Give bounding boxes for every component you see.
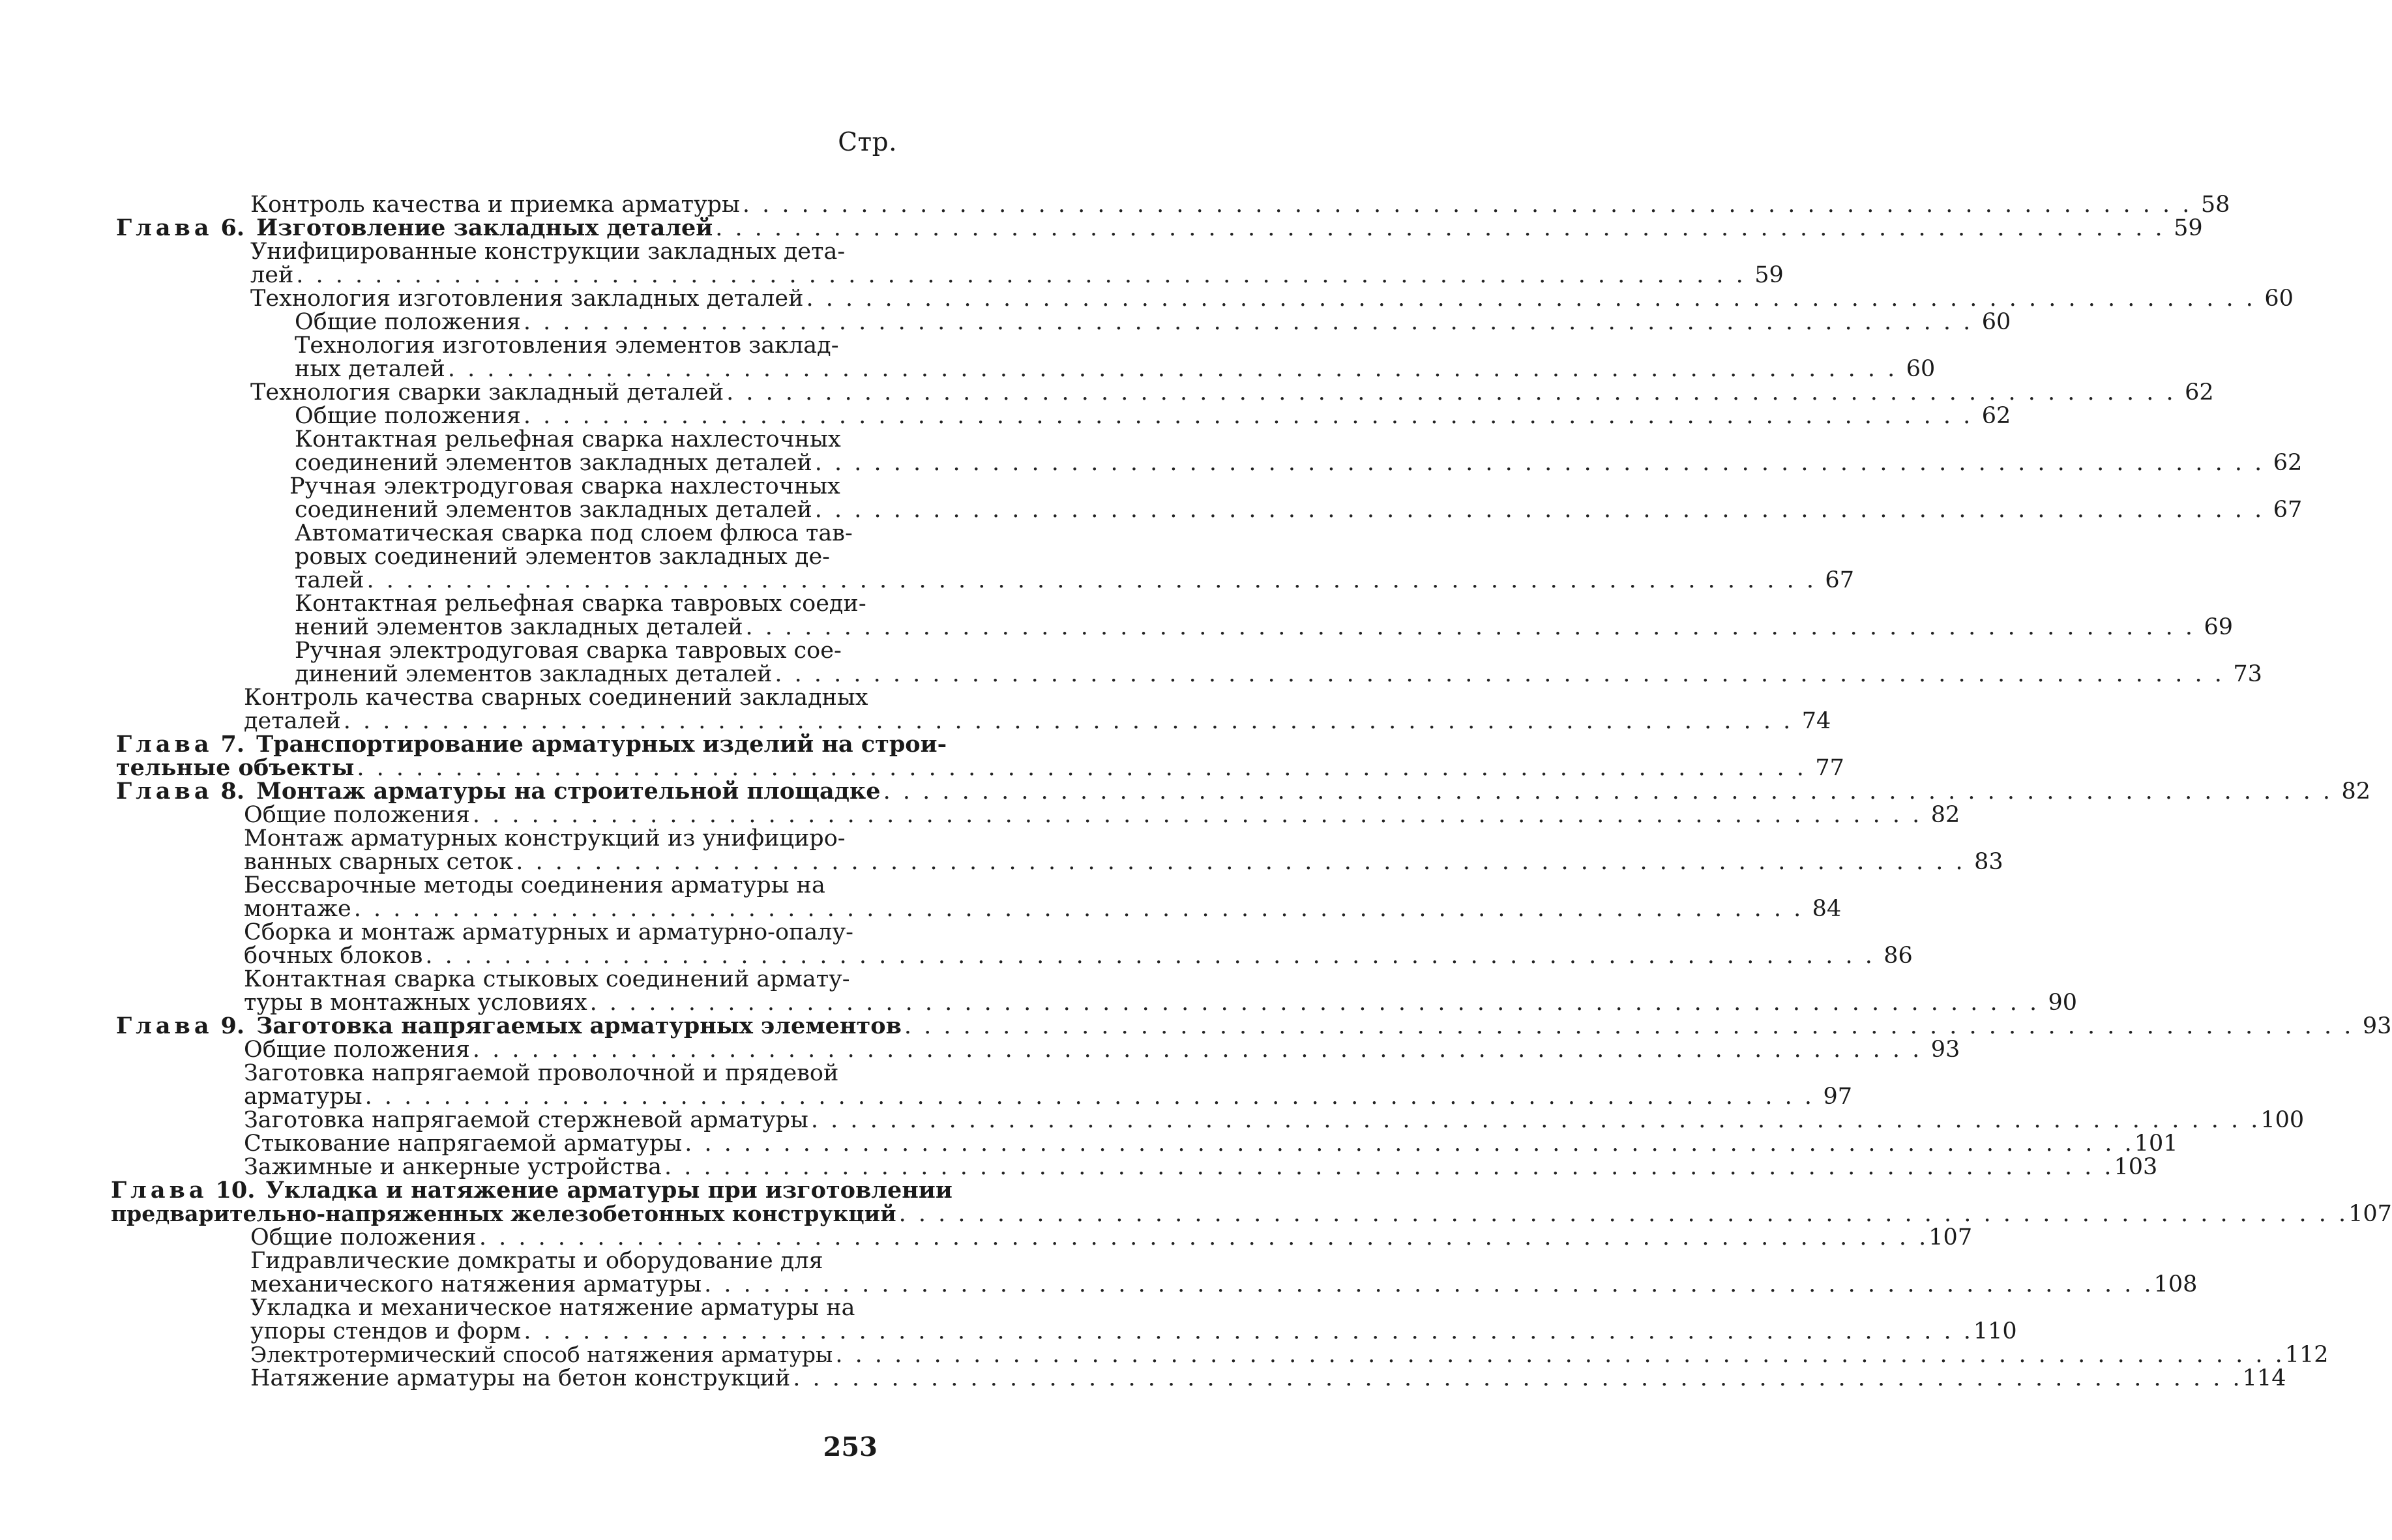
toc-title: Общие положения <box>250 1224 477 1251</box>
toc-line <box>250 1318 2017 1344</box>
toc-title: соединений элементов закладных деталей <box>295 450 812 476</box>
toc-line <box>250 1342 2329 1368</box>
toc-title: упоры стендов и форм <box>250 1318 522 1344</box>
toc-line <box>250 1365 2286 1391</box>
toc-title: Сборка и монтаж арматурных и арматурно-опалу- <box>244 919 853 945</box>
toc-title: механического натяжения арматуры <box>250 1271 702 1297</box>
toc-title: Электротермический способ натяжения арматуры <box>250 1342 833 1367</box>
chapter-number: 8. <box>220 778 245 805</box>
toc-line <box>295 544 831 570</box>
toc-line <box>289 473 840 499</box>
toc-line <box>250 1295 855 1321</box>
chapter-title: Заготовка напрягаемых арматурных элементов <box>256 1013 902 1039</box>
toc-title: Контактная сварка стыковых соединений армату- <box>244 966 850 992</box>
chapter-prefix: Глава <box>111 1177 208 1204</box>
toc-title: Контроль качества и приемка арматуры <box>250 192 740 218</box>
page-column-label: Стр. <box>838 128 897 157</box>
toc-line <box>295 614 2233 640</box>
toc-title: бочных блоков <box>244 943 423 969</box>
toc-title: ровых соединений элементов закладных де- <box>295 544 831 570</box>
toc-title: талей <box>295 567 364 593</box>
toc-page: 59 <box>1754 262 1784 288</box>
toc-line <box>244 966 850 992</box>
chapter-number: 10. <box>215 1177 256 1204</box>
toc-line <box>244 1107 2305 1133</box>
toc-title: Автоматическая сварка под слоем флюса тав- <box>295 520 853 546</box>
toc-page: 67 <box>1825 567 1854 593</box>
toc-line <box>116 754 1844 781</box>
toc-line <box>250 379 2214 406</box>
toc-line <box>244 849 2003 875</box>
toc-page: 62 <box>1981 403 2011 429</box>
toc-page: 77 <box>1815 755 1844 781</box>
toc-title: нений элементов закладных деталей <box>295 614 743 640</box>
toc-line <box>295 591 866 617</box>
toc-title: Гидравлические домкраты и оборудование для <box>250 1248 823 1274</box>
toc-page: 86 <box>1883 943 1913 969</box>
toc-title: динений элементов закладных деталей <box>295 661 773 687</box>
toc-chapter-line <box>116 1013 2392 1039</box>
toc-title: Общие положения <box>244 802 470 828</box>
toc-title: Монтаж арматурных конструкций из унифициро- <box>244 825 846 851</box>
toc-page: 59 <box>2174 215 2203 241</box>
toc-line <box>295 661 2262 687</box>
toc-line <box>244 1060 839 1086</box>
toc-title: ванных сварных сеток <box>244 849 514 875</box>
toc-title: арматуры <box>244 1084 362 1110</box>
toc-title: Контроль качества сварных соединений закладных <box>244 685 868 711</box>
toc-title: Ручная электродуговая сварка тавровых сое- <box>295 638 842 664</box>
chapter-prefix: Глава <box>116 215 213 241</box>
toc-chapter-line <box>116 731 947 758</box>
chapter-number: 6. <box>220 215 245 241</box>
toc-line <box>295 638 842 664</box>
toc-line <box>250 286 2294 312</box>
toc-title: Унифицированные конструкции закладных дета- <box>250 239 846 265</box>
toc-title: Стыкование напрягаемой арматуры <box>244 1131 683 1157</box>
toc-title: соединений элементов закладных деталей <box>295 497 812 523</box>
toc-page: 110 <box>1973 1318 2017 1344</box>
toc-line <box>250 1271 2198 1297</box>
toc-line <box>244 685 868 711</box>
toc-line <box>244 872 825 898</box>
toc-line <box>250 239 846 265</box>
toc-line <box>244 943 1913 969</box>
toc-page: 58 <box>2200 192 2230 218</box>
toc-line <box>295 356 1936 382</box>
toc-title: Зажимные и анкерные устройства <box>244 1154 662 1180</box>
toc-line <box>295 426 841 452</box>
chapter-title: Транспортирование арматурных изделий на строи- <box>256 731 947 758</box>
chapter-title: Укладка и натяжение арматуры при изготовлении <box>265 1177 952 1204</box>
toc-page: 67 <box>2273 497 2303 523</box>
toc-page: 93 <box>2362 1013 2392 1039</box>
toc-title: Бессварочные методы соединения арматуры на <box>244 872 825 898</box>
toc-page: 83 <box>1974 849 2003 875</box>
toc-page: 97 <box>1823 1084 1853 1110</box>
toc-title: Ручная электродуговая сварка нахлесточных <box>289 473 840 499</box>
chapter-title: тельные объекты <box>116 754 355 781</box>
toc-title: туры в монтажных условиях <box>244 990 587 1016</box>
chapter-title: Изготовление закладных деталей <box>256 215 713 241</box>
chapter-title: Монтаж арматуры на строительной площадке <box>256 778 881 805</box>
toc-chapter-line <box>116 778 2371 805</box>
toc-line <box>295 497 2303 523</box>
toc-title: Технология изготовления элементов заклад- <box>295 333 839 359</box>
toc-page: 62 <box>2185 379 2214 406</box>
toc-line <box>250 192 2230 218</box>
toc-title: Заготовка напрягаемой стержневой арматуры <box>244 1107 808 1133</box>
toc-line <box>250 1248 823 1274</box>
toc-line <box>295 333 839 359</box>
toc-line <box>244 825 846 851</box>
toc-page: 82 <box>2341 778 2371 805</box>
toc-line <box>244 990 2078 1016</box>
toc-line <box>244 1037 1960 1063</box>
toc-page: 101 <box>2134 1131 2178 1157</box>
toc-title: Укладка и механическое натяжение арматуры на <box>250 1295 855 1321</box>
chapter-prefix: Глава <box>116 1013 213 1039</box>
toc-line <box>295 520 853 546</box>
toc-title: Общие положения <box>295 403 521 429</box>
toc-title: монтаже <box>244 896 351 922</box>
toc-page: 73 <box>2233 661 2262 687</box>
toc-line <box>244 896 1842 922</box>
chapter-title: предварительно-напряженных железобетонных конструкций <box>111 1201 896 1226</box>
chapter-number: 7. <box>220 731 245 758</box>
toc-chapter-line <box>111 1177 952 1204</box>
toc-page: 107 <box>1928 1224 1973 1251</box>
toc-title: лей <box>250 262 294 288</box>
toc-page: 60 <box>1981 309 2011 335</box>
toc-title: Общие положения <box>295 309 521 335</box>
toc-line <box>250 1224 1973 1251</box>
page-number: 253 <box>823 1432 878 1462</box>
toc-page: 93 <box>1930 1037 1960 1063</box>
toc-title: Контактная рельефная сварка нахлесточных <box>295 426 841 452</box>
toc-page: 69 <box>2204 614 2233 640</box>
toc-title: деталей <box>244 708 341 734</box>
toc-line <box>244 802 1960 828</box>
toc-page: 107 <box>2348 1201 2392 1227</box>
chapter-prefix: Глава <box>116 731 213 758</box>
toc-line <box>244 919 853 945</box>
toc-title: Контактная рельефная сварка тавровых соеди- <box>295 591 866 617</box>
toc-line <box>244 1084 1853 1110</box>
chapter-prefix: Глава <box>116 778 213 805</box>
chapter-number: 9. <box>220 1013 245 1039</box>
toc-title: Технология изготовления закладных деталей <box>250 286 804 312</box>
toc-line <box>244 708 1831 734</box>
toc-title: Общие положения <box>244 1037 470 1063</box>
toc-title: Заготовка напрягаемой проволочной и прядевой <box>244 1060 839 1086</box>
toc-title: ных деталей <box>295 356 445 382</box>
toc-page: 90 <box>2048 990 2078 1016</box>
toc-line <box>244 1154 2158 1180</box>
toc-page: 114 <box>2242 1365 2286 1391</box>
toc-page: 84 <box>1812 896 1842 922</box>
toc-page: 74 <box>1801 708 1831 734</box>
toc-line <box>295 450 2303 476</box>
toc-page: 108 <box>2153 1271 2198 1297</box>
toc-page: 60 <box>2264 286 2294 312</box>
toc-line <box>111 1201 2392 1227</box>
toc-chapter-line <box>116 215 2203 241</box>
toc-line <box>244 1131 2178 1157</box>
toc-title: Натяжение арматуры на бетон конструкций <box>250 1365 791 1391</box>
toc-page: 100 <box>2260 1107 2305 1133</box>
toc-page: 60 <box>1906 356 1936 382</box>
toc-line <box>295 403 2011 429</box>
toc-line <box>295 309 2011 335</box>
toc-page: 112 <box>2284 1342 2329 1368</box>
toc-page: 62 <box>2273 450 2303 476</box>
toc-page: 82 <box>1930 802 1960 828</box>
toc-page: 103 <box>2114 1154 2158 1180</box>
toc-line <box>250 262 1784 288</box>
toc-line <box>295 567 1854 593</box>
toc-title: Технология сварки закладный деталей <box>250 379 724 406</box>
